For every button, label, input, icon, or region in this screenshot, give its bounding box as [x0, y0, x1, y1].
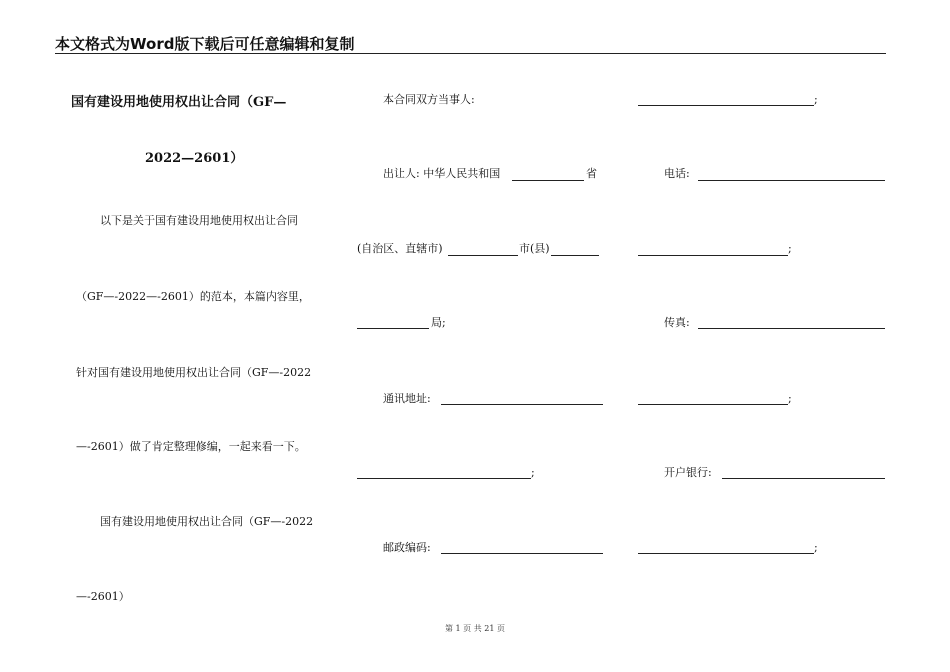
- account-blank: [638, 553, 814, 554]
- party-semicolon: ;: [814, 93, 818, 106]
- city-blank: [551, 255, 599, 256]
- fax-blank: [698, 328, 885, 329]
- region-blank: [448, 255, 518, 256]
- seller-label: 出让人: 中华人民共和国: [383, 167, 501, 180]
- contract-heading-line2: —-2601）: [76, 590, 130, 603]
- contract-heading-line1: 国有建设用地使用权出让合同（GF—-2022: [100, 515, 314, 528]
- header-rule: [55, 53, 886, 54]
- parties-label: 本合同双方当事人:: [383, 93, 475, 106]
- seller-semicolon: ;: [788, 242, 792, 255]
- intro-paragraph-line2: （GF—-2022—-2601）的范本，本篇内容里，: [76, 290, 310, 303]
- address-semicolon: ;: [531, 466, 535, 479]
- address-blank: [441, 404, 603, 405]
- city-label: 市(县): [519, 242, 550, 255]
- doc-title-line2: 2022—2601）: [145, 151, 244, 166]
- bank-blank: [722, 478, 885, 479]
- party-blank: [638, 105, 814, 106]
- intro-paragraph-line3: 针对国有建设用地使用权出让合同（GF—-2022: [76, 366, 312, 379]
- page-header: 本文格式为Word版下载后可任意编辑和复制: [55, 35, 355, 53]
- address-label: 通讯地址:: [383, 392, 431, 405]
- doc-title-line1: 国有建设用地使用权出让合同（GF—: [71, 95, 287, 110]
- account-semicolon: ;: [814, 541, 818, 554]
- address-blank-continued: [357, 478, 531, 479]
- region-label: (自治区、直辖市): [357, 242, 443, 255]
- seller-name-blank: [638, 255, 788, 256]
- bureau-label: 局;: [431, 316, 446, 329]
- fax-label: 传真:: [664, 316, 690, 329]
- right-semicolon: ;: [788, 392, 792, 405]
- postcode-blank: [441, 553, 603, 554]
- postcode-label: 邮政编码:: [383, 541, 431, 554]
- intro-paragraph-line4: —-2601）做了肯定整理修编，一起来看一下。: [76, 440, 306, 453]
- phone-blank: [698, 180, 885, 181]
- bureau-blank: [357, 328, 429, 329]
- bank-label: 开户银行:: [664, 466, 712, 479]
- province-label: 省: [586, 167, 597, 180]
- province-blank: [512, 180, 584, 181]
- phone-label: 电话:: [664, 167, 690, 180]
- intro-paragraph-line1: 以下是关于国有建设用地使用权出让合同: [100, 214, 298, 227]
- right-blank: [638, 404, 788, 405]
- page-number: 第 1 页 共 21 页: [445, 624, 505, 633]
